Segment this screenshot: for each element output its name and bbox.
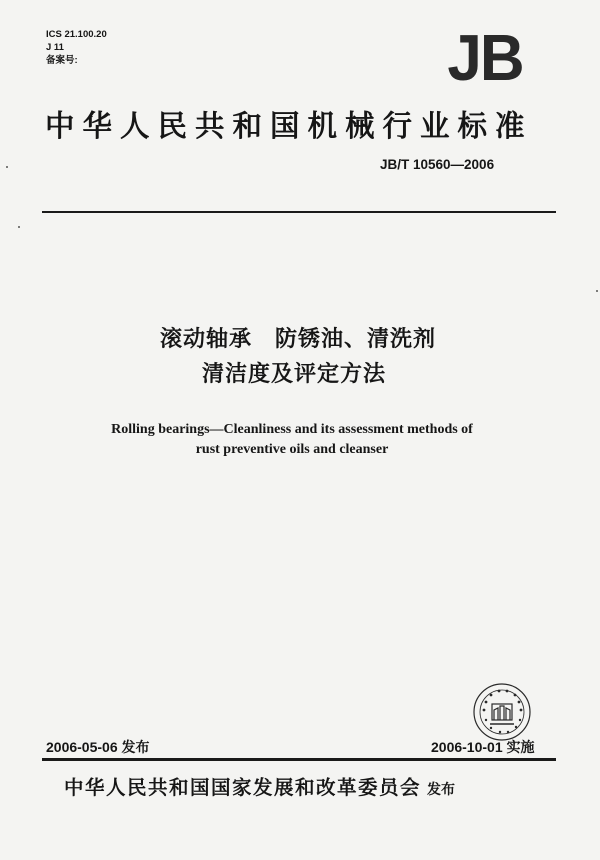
issue-date: 2006-05-06 发布 — [46, 739, 150, 755]
english-title-line-2: rust preventive oils and cleanser — [195, 442, 389, 457]
standard-number: JB/T 10560—2006 — [380, 157, 495, 172]
ics-code: ICS 21.100.20 — [46, 29, 107, 40]
footer-divider — [42, 758, 556, 761]
record-number-label: 备案号: — [46, 55, 78, 66]
scan-speck — [596, 290, 598, 292]
header-divider — [42, 211, 556, 213]
english-title-line-1: Rolling bearings—Cleanliness and its assessment methods of — [111, 422, 473, 437]
jb-logo — [426, 22, 544, 95]
scan-speck — [6, 166, 8, 168]
publisher-line — [64, 772, 455, 800]
implementation-date: 2006-10-01 实施 — [431, 739, 535, 755]
industry-standard-title: 中华人民共和国机械行业标准 — [45, 109, 533, 143]
chinese-title-line-2: 清洁度及评定方法 — [201, 362, 386, 387]
publisher-name: 中华人民共和国国家发展和改革委员会 — [64, 776, 422, 799]
classification-code: J 11 — [46, 42, 64, 53]
scan-speck — [18, 226, 20, 228]
publisher-verb: 发布 — [427, 782, 456, 798]
jb-logo-text: JB — [447, 22, 523, 95]
chinese-title-line-1: 滚动轴承 防锈油、清洗剂 — [159, 327, 436, 352]
publisher-seal-icon — [470, 680, 534, 744]
